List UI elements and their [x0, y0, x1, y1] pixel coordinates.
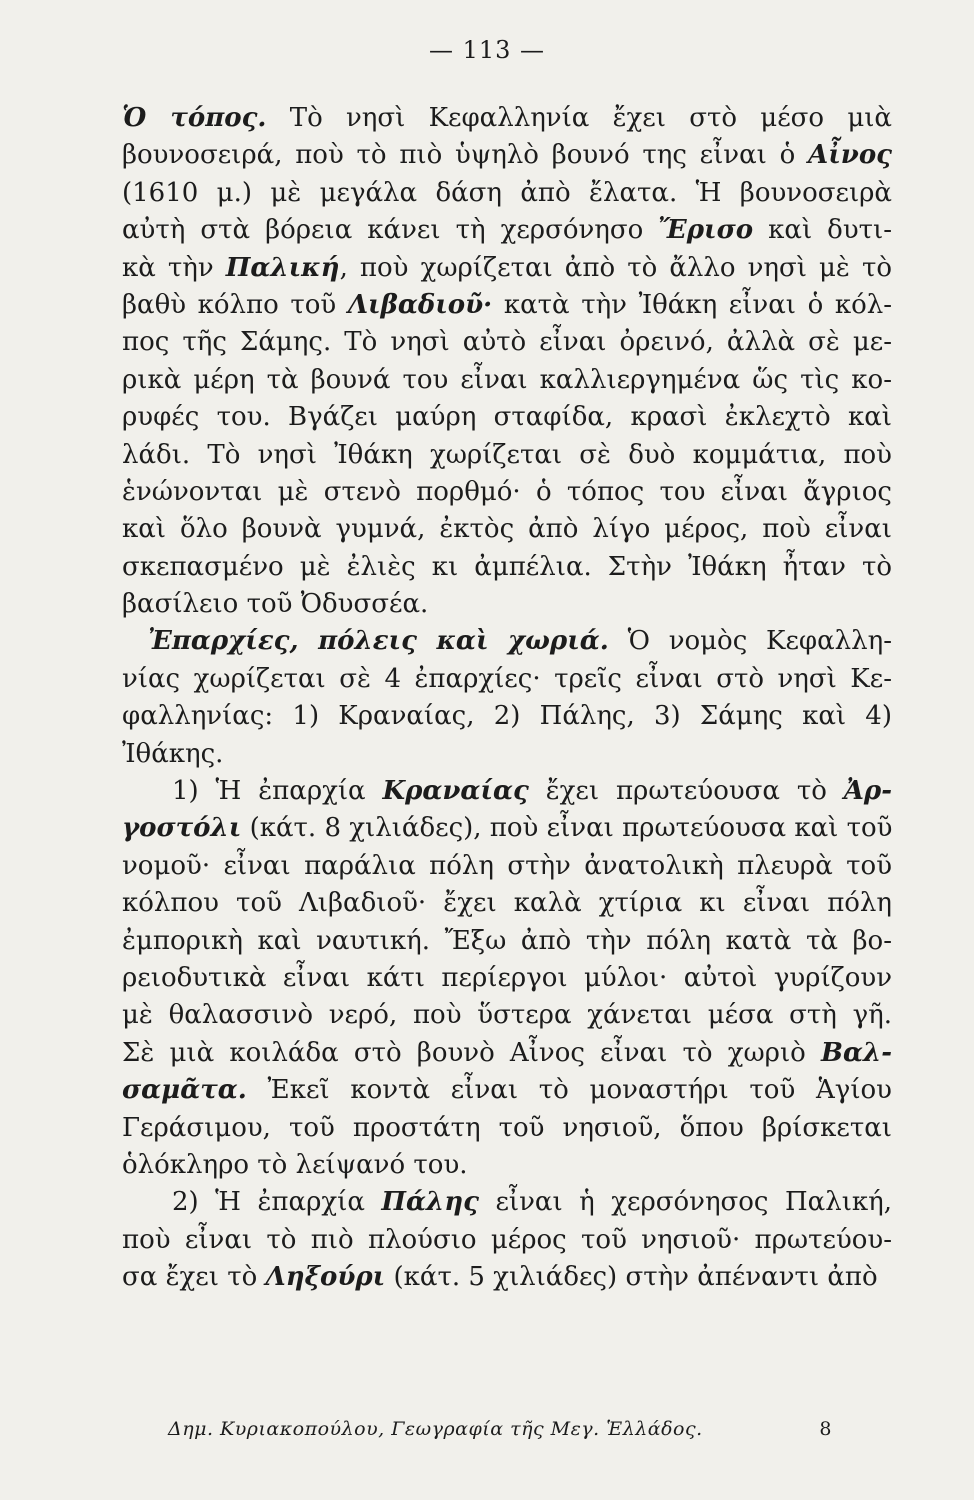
text-line — [122, 623, 892, 660]
emphasis-text: Ἔρισο — [658, 215, 754, 246]
text-run: ρειοδυτικὰ εἶναι κάτι περίεργοι μύλοι· αὐτοὶ γυρίζουν — [122, 962, 892, 993]
text-line — [122, 773, 892, 810]
text-run: σα ἔχει τὸ — [122, 1262, 266, 1293]
text-line — [122, 324, 892, 361]
text-run: (1610 μ.) μὲ μεγάλα δάση ἀπὸ ἔλατα. Ἡ βουνοσειρὰ — [122, 177, 892, 208]
text-line — [122, 848, 892, 885]
text-line — [122, 250, 892, 287]
text-run: ρικὰ μέρη τὰ βουνά του εἶναι καλλιεργημένα ὥς τὶς κο- — [122, 364, 892, 395]
emphasis-text: Λιβαδιοῦ· — [347, 289, 493, 320]
text-line — [122, 212, 892, 249]
text-run: μὲ θαλασσινὸ νερό, ποὺ ὕστερα χάνεται μέσα στὴ γῆ. — [122, 1000, 892, 1031]
text-line — [122, 1072, 892, 1109]
footer-citation: Δημ. Κυριακοπούλου, Γεωγραφία τῆς Μεγ. Ἑλλάδος. — [168, 1418, 703, 1440]
text-run: βαθὺ κόλπο τοῦ — [122, 289, 348, 320]
text-run: καὶ ὅλο βουνὰ γυμνά, ἐκτὸς ἀπὸ λίγο μέρος, ποὺ εἶναι — [122, 514, 892, 545]
text-run: (κάτ. 8 χιλιάδες), ποὺ εἶναι πρωτεύουσα καὶ τοῦ — [241, 813, 893, 844]
text-line — [122, 137, 892, 174]
text-run: καὶ δυτι- — [753, 215, 892, 246]
emphasis-text: γοστόλι — [122, 813, 242, 844]
text-line — [122, 362, 892, 399]
text-line — [122, 399, 892, 436]
text-line — [122, 736, 892, 773]
text-line — [122, 1222, 892, 1259]
text-line — [122, 586, 892, 623]
text-line — [122, 1110, 892, 1147]
emphasis-text: Βαλ- — [820, 1037, 892, 1068]
emphasis-text: σαμᾶτα. — [122, 1075, 247, 1106]
text-run: νομοῦ· εἶναι παράλια πόλη στὴν ἀνατολικὴ πλευρὰ τοῦ — [122, 850, 892, 881]
emphasis-text: Πάλης — [381, 1187, 479, 1218]
text-run: βασίλειο τοῦ Ὀδυσσέα. — [122, 589, 429, 620]
text-run: (κάτ. 5 χιλιάδες) στὴν ἀπέναντι ἀπὸ — [385, 1262, 878, 1293]
text-run: λάδι. Τὸ νησὶ Ἰθάκη χωρίζεται σὲ δυὸ κομμάτια, ποὺ — [122, 439, 892, 470]
text-run: αὐτὴ στὰ βόρεια κάνει τὴ χερσόνησο — [122, 215, 659, 246]
text-run: 1) Ἡ ἐπαρχία — [172, 776, 383, 807]
text-line — [122, 511, 892, 548]
emphasis-text: Κραναίας — [382, 776, 529, 807]
text-line — [122, 549, 892, 586]
text-line — [122, 698, 892, 735]
text-run: ὁλόκληρο τὸ λείψανό του. — [122, 1149, 468, 1180]
text-line — [122, 437, 892, 474]
emphasis-text: Ἀρ- — [843, 776, 893, 807]
text-run: , ποὺ χωρίζεται ἀπὸ τὸ ἄλλο νησὶ μὲ τὸ — [339, 252, 893, 283]
text-line — [122, 1035, 892, 1072]
page-footer — [168, 1418, 836, 1440]
emphasis-text: Αἶνος — [808, 140, 892, 171]
emphasis-text: Ἐπαρχίες, πόλεις καὶ χωριά. — [148, 626, 609, 657]
text-line — [122, 997, 892, 1034]
text-line — [122, 1184, 892, 1221]
text-run: Ὁ νομὸς Κεφαλλη- — [608, 626, 892, 657]
text-run: κὰ τὴν — [122, 252, 226, 283]
text-run: βουνοσειρά, ποὺ τὸ πιὸ ὑψηλὸ βουνό της εἶναι ὁ — [122, 140, 809, 171]
page-number: — 113 — — [428, 36, 546, 64]
emphasis-text: Ληξούρι — [265, 1262, 386, 1293]
page-body — [122, 100, 892, 1297]
text-line — [122, 287, 892, 324]
text-run: Ἐκεῖ κοντὰ εἶναι τὸ μοναστήρι τοῦ Ἁγίου — [246, 1075, 892, 1106]
text-line — [122, 1259, 892, 1296]
text-line — [122, 923, 892, 960]
text-line — [122, 960, 892, 997]
text-run: Ἰθάκης. — [122, 738, 224, 769]
text-run: ποὺ εἶναι τὸ πιὸ πλούσιο μέρος τοῦ νησιοῦ· πρωτεύου- — [122, 1224, 892, 1255]
text-line — [122, 1147, 892, 1184]
emphasis-text: Παλική — [225, 252, 340, 283]
text-line — [122, 810, 892, 847]
text-run: Σὲ μιὰ κοιλάδα στὸ βουνὸ Αἶνος εἶναι τὸ χωριὸ — [122, 1037, 821, 1068]
text-run: Γεράσιμου, τοῦ προστάτη τοῦ νησιοῦ, ὅπου βρίσκεται — [122, 1112, 892, 1143]
text-run: εἶναι ἡ χερσόνησος Παλική, — [478, 1187, 892, 1218]
text-run: σκεπασμένο μὲ ἐλιὲς κι ἀμπέλια. Στὴν Ἰθάκη ἦταν τὸ — [122, 551, 892, 582]
text-run: Τὸ νησὶ Κεφαλληνία ἔχει στὸ μέσο μιὰ — [266, 103, 892, 133]
text-line — [122, 474, 892, 511]
text-run: κατὰ τὴν Ἰθάκη εἶναι ὁ κόλ- — [492, 289, 893, 320]
text-line — [122, 661, 892, 698]
text-line — [122, 885, 892, 922]
text-run: ρυφές του. Βγάζει μαύρη σταφίδα, κρασὶ ἐκλεχτὸ καὶ — [122, 402, 892, 433]
text-line — [122, 175, 892, 212]
text-run: νίας χωρίζεται σὲ 4 ἐπαρχίες· τρεῖς εἶναι στὸ νησὶ Κε- — [122, 663, 892, 694]
emphasis-text: Ὁ τόπος. — [122, 103, 267, 133]
text-run: φαλληνίας: 1) Κραναίας, 2) Πάλης, 3) Σάμης καὶ 4) — [122, 701, 892, 732]
text-run: ἑνώνονται μὲ στενὸ πορθμό· ὁ τόπος του εἶναι ἄγριος — [122, 476, 892, 507]
text-run: κόλπου τοῦ Λιβαδιοῦ· ἔχει καλὰ χτίρια κι εἶναι πόλη — [122, 888, 892, 919]
printer-signature: 8 — [819, 1418, 832, 1440]
text-line — [122, 100, 892, 137]
text-run: ἔχει πρωτεύουσα τὸ — [528, 776, 844, 807]
text-run: 2) Ἡ ἐπαρχία — [172, 1187, 382, 1218]
text-run: πος τῆς Σάμης. Τὸ νησὶ αὐτὸ εἶναι ὀρεινό, ἀλλὰ σὲ με- — [122, 327, 892, 358]
text-run: ἐμπορικὴ καὶ ναυτική. Ἔξω ἀπὸ τὴν πόλη κατὰ τὰ βο- — [122, 925, 892, 956]
